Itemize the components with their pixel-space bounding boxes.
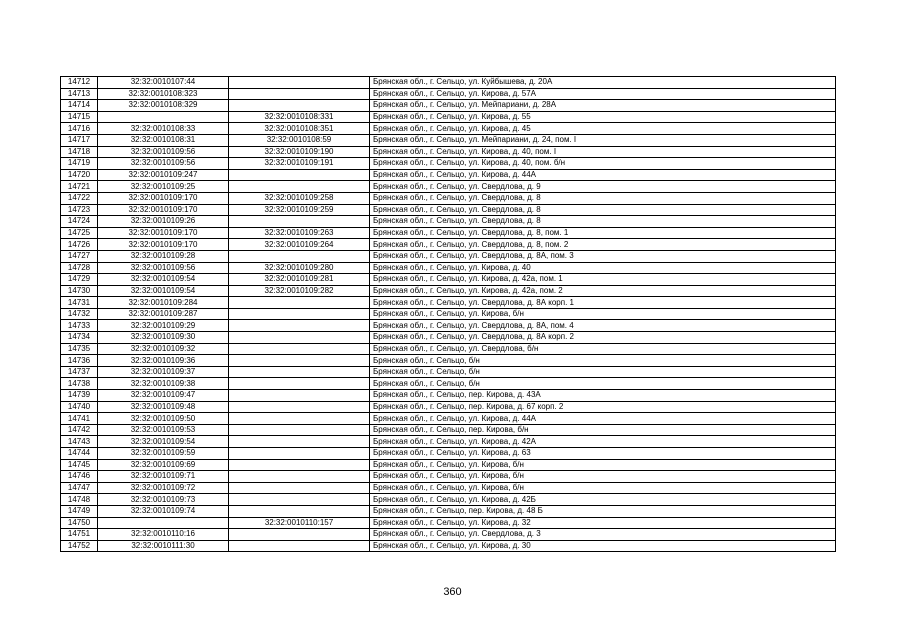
- table-row: [61, 343, 836, 355]
- record-number-cell: 14734: [61, 332, 98, 344]
- table-row: [61, 216, 836, 228]
- record-number-cell: 14728: [61, 262, 98, 274]
- parent-cadastral-number-cell: 32:32:0010108:59: [229, 134, 370, 146]
- registry-table: [60, 76, 836, 552]
- parent-cadastral-number-cell: [229, 494, 370, 506]
- cadastral-number-cell: 32:32:0010109:48: [98, 401, 229, 413]
- record-number-cell: 14723: [61, 204, 98, 216]
- parent-cadastral-number-cell: [229, 343, 370, 355]
- table-row: [61, 482, 836, 494]
- record-number-cell: 14724: [61, 216, 98, 228]
- cadastral-number-cell: 32:32:0010109:72: [98, 482, 229, 494]
- table-row: [61, 378, 836, 390]
- table-row: [61, 505, 836, 517]
- parent-cadastral-number-cell: 32:32:0010110:157: [229, 517, 370, 529]
- address-cell: Брянская обл., г. Сельцо, ул. Свердлова, д. 8, пом. 1: [370, 227, 836, 239]
- parent-cadastral-number-cell: 32:32:0010109:191: [229, 158, 370, 170]
- cadastral-number-cell: 32:32:0010109:25: [98, 181, 229, 193]
- cadastral-number-cell: 32:32:0010108:31: [98, 134, 229, 146]
- address-cell: Брянская обл., г. Сельцо, ул. Свердлова, д. 8А корп. 1: [370, 297, 836, 309]
- cadastral-number-cell: 32:32:0010109:56: [98, 146, 229, 158]
- address-cell: Брянская обл., г. Сельцо, ул. Свердлова, д. 9: [370, 181, 836, 193]
- address-cell: Брянская обл., г. Сельцо, ул. Кирова, д. 42А: [370, 436, 836, 448]
- parent-cadastral-number-cell: [229, 366, 370, 378]
- record-number-cell: 14718: [61, 146, 98, 158]
- parent-cadastral-number-cell: 32:32:0010109:281: [229, 274, 370, 286]
- address-cell: Брянская обл., г. Сельцо, ул. Кирова, д. 63: [370, 448, 836, 460]
- address-cell: Брянская обл., г. Сельцо, ул. Кирова, д. 42а, пом. 2: [370, 285, 836, 297]
- address-cell: Брянская обл., г. Сельцо, ул. Свердлова, д. 8А корп. 2: [370, 332, 836, 344]
- record-number-cell: 14740: [61, 401, 98, 413]
- cadastral-number-cell: 32:32:0010109:32: [98, 343, 229, 355]
- record-number-cell: 14743: [61, 436, 98, 448]
- address-cell: Брянская обл., г. Сельцо, ул. Мейпариани, д. 28А: [370, 100, 836, 112]
- page-number: 360: [443, 586, 462, 598]
- cadastral-number-cell: 32:32:0010109:170: [98, 239, 229, 251]
- parent-cadastral-number-cell: [229, 181, 370, 193]
- parent-cadastral-number-cell: [229, 88, 370, 100]
- table-row: [61, 448, 836, 460]
- record-number-cell: 14731: [61, 297, 98, 309]
- record-number-cell: 14751: [61, 529, 98, 541]
- parent-cadastral-number-cell: [229, 540, 370, 552]
- record-number-cell: 14732: [61, 308, 98, 320]
- table-row: [61, 239, 836, 251]
- cadastral-number-cell: [98, 517, 229, 529]
- parent-cadastral-number-cell: [229, 459, 370, 471]
- record-number-cell: 14712: [61, 77, 98, 89]
- table-row: [61, 111, 836, 123]
- cadastral-number-cell: 32:32:0010108:33: [98, 123, 229, 135]
- record-number-cell: 14720: [61, 169, 98, 181]
- cadastral-number-cell: 32:32:0010109:38: [98, 378, 229, 390]
- address-cell: Брянская обл., г. Сельцо, ул. Свердлова, д. 8А, пом. 3: [370, 250, 836, 262]
- cadastral-number-cell: 32:32:0010109:69: [98, 459, 229, 471]
- record-number-cell: 14721: [61, 181, 98, 193]
- table-row: [61, 77, 836, 89]
- address-cell: Брянская обл., г. Сельцо, ул. Свердлова, б/н: [370, 343, 836, 355]
- table-row: [61, 146, 836, 158]
- cadastral-number-cell: 32:32:0010109:56: [98, 262, 229, 274]
- address-cell: Брянская обл., г. Сельцо, ул. Свердлова, д. 8, пом. 2: [370, 239, 836, 251]
- address-cell: Брянская обл., г. Сельцо, ул. Кирова, д. 30: [370, 540, 836, 552]
- address-cell: Брянская обл., г. Сельцо, ул. Свердлова, д. 8: [370, 204, 836, 216]
- address-cell: Брянская обл., г. Сельцо, ул. Кирова, б/н: [370, 482, 836, 494]
- cadastral-number-cell: 32:32:0010108:323: [98, 88, 229, 100]
- cadastral-number-cell: 32:32:0010109:74: [98, 505, 229, 517]
- parent-cadastral-number-cell: [229, 436, 370, 448]
- table-row: [61, 227, 836, 239]
- table-row: [61, 540, 836, 552]
- table-row: [61, 297, 836, 309]
- address-cell: Брянская обл., г. Сельцо, ул. Куйбышева, д. 20А: [370, 77, 836, 89]
- address-cell: Брянская обл., г. Сельцо, ул. Кирова, б/н: [370, 308, 836, 320]
- table-row: [61, 169, 836, 181]
- cadastral-number-cell: 32:32:0010111:30: [98, 540, 229, 552]
- table-row: [61, 88, 836, 100]
- cadastral-number-cell: 32:32:0010110:16: [98, 529, 229, 541]
- cadastral-number-cell: 32:32:0010109:53: [98, 424, 229, 436]
- cadastral-number-cell: 32:32:0010109:284: [98, 297, 229, 309]
- record-number-cell: 14752: [61, 540, 98, 552]
- record-number-cell: 14735: [61, 343, 98, 355]
- address-cell: Брянская обл., г. Сельцо, пер. Кирова, б/н: [370, 424, 836, 436]
- cadastral-number-cell: 32:32:0010109:59: [98, 448, 229, 460]
- table-row: [61, 320, 836, 332]
- cadastral-number-cell: 32:32:0010109:37: [98, 366, 229, 378]
- record-number-cell: 14722: [61, 192, 98, 204]
- record-number-cell: 14717: [61, 134, 98, 146]
- parent-cadastral-number-cell: 32:32:0010108:331: [229, 111, 370, 123]
- address-cell: Брянская обл., г. Сельцо, ул. Свердлова, д. 8А, пом. 4: [370, 320, 836, 332]
- cadastral-number-cell: 32:32:0010109:54: [98, 285, 229, 297]
- address-cell: Брянская обл., г. Сельцо, ул. Кирова, д. 40, пом. I: [370, 146, 836, 158]
- parent-cadastral-number-cell: [229, 529, 370, 541]
- record-number-cell: 14746: [61, 471, 98, 483]
- table-row: [61, 123, 836, 135]
- cadastral-number-cell: 32:32:0010109:47: [98, 390, 229, 402]
- address-cell: Брянская обл., г. Сельцо, ул. Кирова, д. 40: [370, 262, 836, 274]
- cadastral-number-cell: 32:32:0010109:54: [98, 274, 229, 286]
- parent-cadastral-number-cell: [229, 320, 370, 332]
- parent-cadastral-number-cell: [229, 482, 370, 494]
- table-row: [61, 204, 836, 216]
- parent-cadastral-number-cell: 32:32:0010109:190: [229, 146, 370, 158]
- address-cell: Брянская обл., г. Сельцо, ул. Кирова, д. 57А: [370, 88, 836, 100]
- cadastral-number-cell: [98, 111, 229, 123]
- record-number-cell: 14736: [61, 355, 98, 367]
- record-number-cell: 14744: [61, 448, 98, 460]
- table-row: [61, 274, 836, 286]
- parent-cadastral-number-cell: [229, 308, 370, 320]
- table-row: [61, 181, 836, 193]
- parent-cadastral-number-cell: [229, 471, 370, 483]
- cadastral-number-cell: 32:32:0010107:44: [98, 77, 229, 89]
- record-number-cell: 14745: [61, 459, 98, 471]
- cadastral-number-cell: 32:32:0010109:30: [98, 332, 229, 344]
- record-number-cell: 14733: [61, 320, 98, 332]
- cadastral-number-cell: 32:32:0010109:170: [98, 192, 229, 204]
- table-row: [61, 308, 836, 320]
- record-number-cell: 14738: [61, 378, 98, 390]
- address-cell: Брянская обл., г. Сельцо, ул. Свердлова, д. 8: [370, 192, 836, 204]
- cadastral-number-cell: 32:32:0010108:329: [98, 100, 229, 112]
- address-cell: Брянская обл., г. Сельцо, б/н: [370, 355, 836, 367]
- table-row: [61, 192, 836, 204]
- record-number-cell: 14727: [61, 250, 98, 262]
- record-number-cell: 14714: [61, 100, 98, 112]
- parent-cadastral-number-cell: 32:32:0010109:280: [229, 262, 370, 274]
- record-number-cell: 14715: [61, 111, 98, 123]
- table-row: [61, 459, 836, 471]
- cadastral-number-cell: 32:32:0010109:170: [98, 204, 229, 216]
- cadastral-number-cell: 32:32:0010109:287: [98, 308, 229, 320]
- record-number-cell: 14716: [61, 123, 98, 135]
- cadastral-number-cell: 32:32:0010109:247: [98, 169, 229, 181]
- record-number-cell: 14737: [61, 366, 98, 378]
- table-row: [61, 332, 836, 344]
- table-row: [61, 100, 836, 112]
- table-row: [61, 355, 836, 367]
- parent-cadastral-number-cell: [229, 216, 370, 228]
- address-cell: Брянская обл., г. Сельцо, б/н: [370, 378, 836, 390]
- address-cell: Брянская обл., г. Сельцо, ул. Кирова, д. 42а, пом. 1: [370, 274, 836, 286]
- parent-cadastral-number-cell: [229, 250, 370, 262]
- record-number-cell: 14729: [61, 274, 98, 286]
- cadastral-number-cell: 32:32:0010109:50: [98, 413, 229, 425]
- parent-cadastral-number-cell: 32:32:0010109:259: [229, 204, 370, 216]
- parent-cadastral-number-cell: 32:32:0010108:351: [229, 123, 370, 135]
- record-number-cell: 14739: [61, 390, 98, 402]
- address-cell: Брянская обл., г. Сельцо, пер. Кирова, д. 48 Б: [370, 505, 836, 517]
- address-cell: Брянская обл., г. Сельцо, б/н: [370, 366, 836, 378]
- record-number-cell: 14730: [61, 285, 98, 297]
- parent-cadastral-number-cell: [229, 297, 370, 309]
- table-row: [61, 471, 836, 483]
- address-cell: Брянская обл., г. Сельцо, ул. Кирова, д. 44А: [370, 169, 836, 181]
- parent-cadastral-number-cell: [229, 448, 370, 460]
- table-row: [61, 366, 836, 378]
- table-row: [61, 134, 836, 146]
- table-row: [61, 158, 836, 170]
- record-number-cell: 14719: [61, 158, 98, 170]
- address-cell: Брянская обл., г. Сельцо, ул. Кирова, д. 40, пом. б/н: [370, 158, 836, 170]
- address-cell: Брянская обл., г. Сельцо, ул. Мейпариани, д. 24, пом. I: [370, 134, 836, 146]
- registry-table-body: [61, 77, 836, 552]
- address-cell: Брянская обл., г. Сельцо, пер. Кирова, д. 43А: [370, 390, 836, 402]
- parent-cadastral-number-cell: [229, 505, 370, 517]
- record-number-cell: 14741: [61, 413, 98, 425]
- parent-cadastral-number-cell: [229, 169, 370, 181]
- record-number-cell: 14726: [61, 239, 98, 251]
- address-cell: Брянская обл., г. Сельцо, ул. Кирова, б/н: [370, 471, 836, 483]
- table-row: [61, 413, 836, 425]
- address-cell: Брянская обл., г. Сельцо, ул. Кирова, б/н: [370, 459, 836, 471]
- parent-cadastral-number-cell: [229, 390, 370, 402]
- parent-cadastral-number-cell: 32:32:0010109:282: [229, 285, 370, 297]
- address-cell: Брянская обл., г. Сельцо, ул. Кирова, д. 42Б: [370, 494, 836, 506]
- table-row: [61, 436, 836, 448]
- parent-cadastral-number-cell: [229, 332, 370, 344]
- address-cell: Брянская обл., г. Сельцо, пер. Кирова, д. 67 корп. 2: [370, 401, 836, 413]
- record-number-cell: 14748: [61, 494, 98, 506]
- cadastral-number-cell: 32:32:0010109:71: [98, 471, 229, 483]
- cadastral-number-cell: 32:32:0010109:28: [98, 250, 229, 262]
- parent-cadastral-number-cell: [229, 77, 370, 89]
- parent-cadastral-number-cell: [229, 424, 370, 436]
- cadastral-number-cell: 32:32:0010109:29: [98, 320, 229, 332]
- record-number-cell: 14725: [61, 227, 98, 239]
- cadastral-number-cell: 32:32:0010109:54: [98, 436, 229, 448]
- parent-cadastral-number-cell: [229, 413, 370, 425]
- table-row: [61, 285, 836, 297]
- record-number-cell: 14742: [61, 424, 98, 436]
- parent-cadastral-number-cell: 32:32:0010109:258: [229, 192, 370, 204]
- record-number-cell: 14747: [61, 482, 98, 494]
- address-cell: Брянская обл., г. Сельцо, ул. Свердлова, д. 8: [370, 216, 836, 228]
- table-row: [61, 529, 836, 541]
- parent-cadastral-number-cell: 32:32:0010109:263: [229, 227, 370, 239]
- record-number-cell: 14750: [61, 517, 98, 529]
- parent-cadastral-number-cell: [229, 401, 370, 413]
- cadastral-number-cell: 32:32:0010109:36: [98, 355, 229, 367]
- cadastral-number-cell: 32:32:0010109:26: [98, 216, 229, 228]
- address-cell: Брянская обл., г. Сельцо, ул. Кирова, д. 45: [370, 123, 836, 135]
- address-cell: Брянская обл., г. Сельцо, ул. Кирова, д. 32: [370, 517, 836, 529]
- table-row: [61, 262, 836, 274]
- table-row: [61, 494, 836, 506]
- cadastral-number-cell: 32:32:0010109:73: [98, 494, 229, 506]
- table-row: [61, 401, 836, 413]
- parent-cadastral-number-cell: [229, 100, 370, 112]
- table-row: [61, 390, 836, 402]
- record-number-cell: 14713: [61, 88, 98, 100]
- parent-cadastral-number-cell: [229, 355, 370, 367]
- address-cell: Брянская обл., г. Сельцо, ул. Кирова, д. 55: [370, 111, 836, 123]
- parent-cadastral-number-cell: [229, 378, 370, 390]
- table-row: [61, 517, 836, 529]
- table-row: [61, 424, 836, 436]
- address-cell: Брянская обл., г. Сельцо, ул. Кирова, д. 44А: [370, 413, 836, 425]
- address-cell: Брянская обл., г. Сельцо, ул. Свердлова, д. 3: [370, 529, 836, 541]
- record-number-cell: 14749: [61, 505, 98, 517]
- table-row: [61, 250, 836, 262]
- parent-cadastral-number-cell: 32:32:0010109:264: [229, 239, 370, 251]
- cadastral-number-cell: 32:32:0010109:56: [98, 158, 229, 170]
- cadastral-number-cell: 32:32:0010109:170: [98, 227, 229, 239]
